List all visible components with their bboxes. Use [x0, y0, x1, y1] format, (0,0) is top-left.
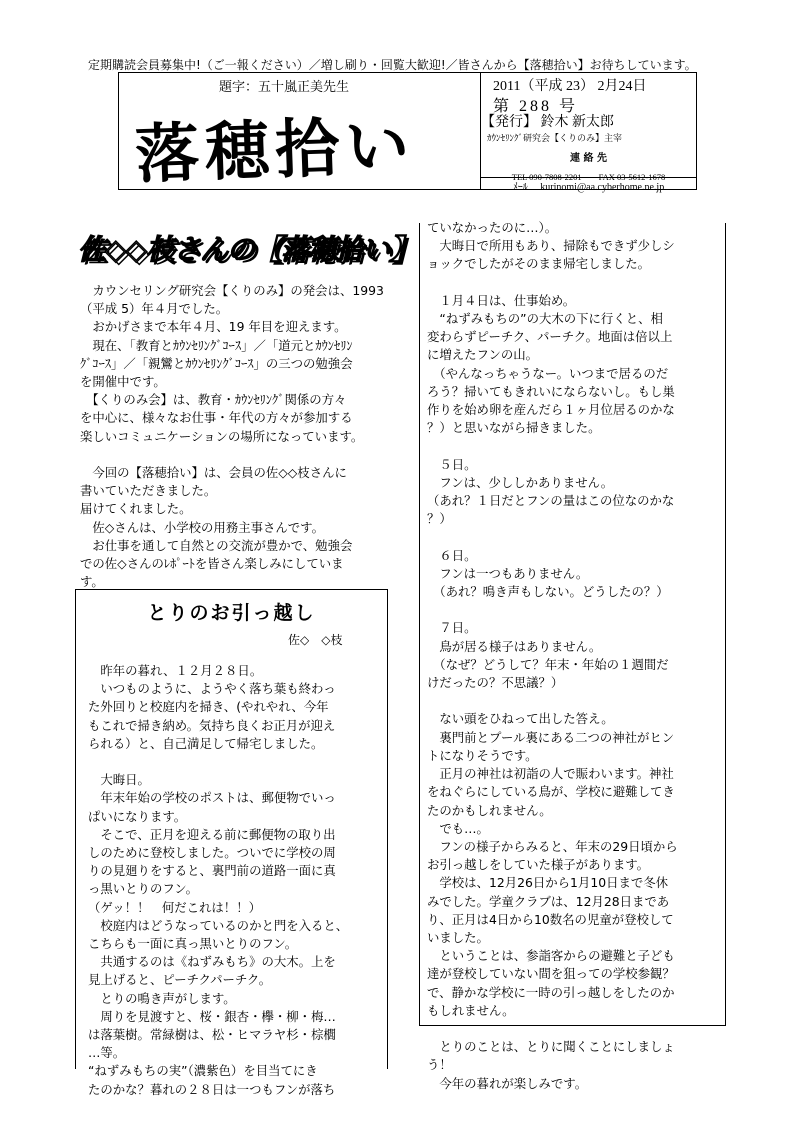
text-line: お仕事を通して自然との交流が豊かで、勉強会: [80, 537, 353, 553]
text-line: こちらも一面に真っ黒いとりのフン。: [88, 936, 298, 952]
issue-date: 2011（平成 23） 2月24日: [493, 79, 647, 94]
text-line: ろう？掃いてもきれいにならないし。もし巣: [427, 383, 675, 399]
text-line: みでした。学童クラブは、12月28日まであ: [427, 893, 670, 909]
newsletter-title: 落穂拾い: [133, 108, 417, 193]
text-line: しのために登校しました。ついでに学校の周: [88, 845, 336, 861]
text-line: もこれで掃き納め。気持ち良くお正月が迎え: [88, 717, 336, 733]
text-line: 【くりのみ会】は、教育・ｶｳﾝｾﾘﾝｸﾞ関係の方々: [80, 392, 347, 408]
text-line: [427, 274, 723, 292]
text-line: けだったの？不思議？）: [427, 675, 564, 691]
text-line: [427, 528, 723, 546]
story-title: とりのお引っ越し: [147, 602, 316, 624]
text-line: 達が登校していない間を狙っての学校参観？: [427, 966, 675, 982]
text-line: （やんなっちゃうなー。いつまで居るのだ: [427, 365, 669, 381]
publisher-organization: ｶｳﾝｾﾘﾝｸﾞ研究会【くりのみ】主宰: [487, 134, 623, 144]
text-line: 鳥が居る様子はありません。: [427, 638, 602, 654]
publisher: 【発行】 鈴木 新太郎: [481, 115, 614, 130]
text-line: フンは一つもありません。: [427, 565, 589, 581]
masthead-info-panel: [481, 73, 696, 193]
text-line: （あれ？１日だとフンの量はこの位なのかな: [427, 493, 675, 509]
text-line: とりのことは、とりに聞くことにしましょ: [427, 1039, 675, 1055]
calligraphy-credit: 題字：五十嵐正美先生: [219, 80, 350, 95]
text-line: に増えたフンの山。: [427, 347, 539, 363]
text-line: （平成 5）年４月でした。: [80, 301, 229, 317]
text-line: （あれ？鳴き声もしない。どうしたの？）: [427, 584, 669, 600]
text-line: ということは、参詣客からの避難と子ども: [427, 948, 675, 964]
text-line: お引っ越しをしていた様子があります。: [427, 857, 650, 873]
text-line: ｸﾞｺｰｽ」／「親鸞とｶｳﾝｾﾘﾝｸﾞｺｰｽ」の三つの勉強会: [80, 355, 353, 371]
text-line: 正月の神社は初詣の人で賑わいます。神社: [427, 766, 674, 782]
text-line: ５日。: [427, 456, 477, 472]
text-line: とりの鳴き声がします。: [88, 990, 236, 1006]
text-line: 学校は、12月26日から1月10日まで冬休: [427, 875, 669, 891]
text-line: での佐◇さんのﾚﾎﾟｰﾄを皆さん楽しみにしていま: [80, 556, 344, 572]
intro-text: [80, 282, 388, 591]
text-line: 今回の【落穂拾い】は、会員の佐◇◇枝さんに: [80, 465, 347, 481]
story-box: [75, 589, 388, 1097]
text-line: ぱいになります。: [88, 808, 187, 824]
text-line: 大晦日で所用もあり、掃除もできず少しシ: [427, 238, 675, 254]
story-text-left: [88, 662, 384, 1099]
text-line: 見上げると、ピーチクパーチク。: [88, 972, 272, 988]
text-line: を中心に、様々なお仕事・年代の方々が参加する: [80, 410, 353, 426]
text-line: いつものように、ようやく落ち葉も終わっ: [88, 681, 336, 697]
text-line: そこで、正月を迎える前に郵便物の取り出: [88, 826, 336, 842]
text-line: りの見廻りをすると、裏門前の道路一面に真: [88, 863, 336, 879]
text-line: ６日。: [427, 547, 477, 563]
text-line: カウンセリング研究会【くりのみ】の発会は、1993: [80, 283, 384, 298]
text-line: で、静かな学校に一時の引っ越しをしたのか: [427, 984, 675, 1000]
text-line: ７日。: [427, 620, 477, 636]
text-line: う！: [427, 1057, 452, 1073]
story-text-right: [427, 219, 723, 1093]
issue-number: 第 288 号: [493, 98, 579, 115]
story-author: 佐◇ ◇枝: [288, 633, 343, 647]
text-line: ていなかったのに…）。: [427, 220, 558, 235]
text-line: り、正月は4日から10数名の児童が登校して: [427, 911, 674, 927]
text-line: 裏門前とプール裏にある二つの神社がヒン: [427, 729, 675, 745]
text-line: たのかもしれません。: [427, 802, 552, 818]
text-line: …等。: [88, 1045, 126, 1061]
subscription-notice: 定期購読会員募集中!（ご一報ください）／増し刷り・回覧大歓迎!／皆さんから【落穂拾い】お待ちしています。: [88, 58, 697, 72]
text-line: 届けてくれました。: [80, 501, 192, 517]
text-line: [80, 446, 388, 464]
text-line: 作りを始め卵を産んだら１ヶ月位居るのかな: [427, 402, 675, 418]
contact-email: ﾒｰﾙ kurinomi@aa.cyberhome.ne.jp: [481, 177, 696, 190]
text-line: おかげさまで本年４月、19 年目を迎えます。: [80, 319, 347, 335]
text-line: を開催中です。: [80, 374, 166, 390]
text-line: 年末年始の学校のポストは、郵便物でいっ: [88, 790, 336, 806]
text-line: “ねずみもちの実”（濃紫色）を目当てにき: [88, 1063, 318, 1079]
text-line: す。: [80, 574, 104, 590]
text-line: [427, 437, 723, 455]
text-line: ョックでしたがそのまま帰宅しました。: [427, 256, 651, 272]
text-line: たのかな？暮れの２８日は一つもフンが落ち: [88, 1081, 336, 1097]
text-line: 昨年の暮れ、１２月２８日。: [88, 663, 263, 678]
text-line: 変わらずピーチク、パーチク。地面は倍以上: [427, 329, 673, 345]
text-line: [427, 601, 723, 619]
masthead: [118, 72, 697, 193]
text-line: をねぐらにしている鳥が、学校に避難してき: [427, 784, 675, 800]
text-line: ない頭をひねって出した答え。: [427, 711, 614, 727]
text-line: 書いていただきました。: [80, 483, 217, 499]
contact-phone-fax: TEL 090-7808-2201 FAX 03-5612-1678: [511, 172, 666, 182]
text-line: [427, 1020, 723, 1038]
text-line: トになりそうです。: [427, 747, 538, 763]
masthead-title-panel: [119, 73, 481, 193]
text-line: でも…。: [427, 820, 489, 836]
story-continuation-box: [419, 220, 726, 1091]
text-line: （ゲッ！！ 何だこれは！！）: [88, 899, 261, 915]
text-line: [88, 753, 384, 771]
text-line: ？）: [427, 511, 452, 527]
text-line: 大晦日。: [88, 772, 150, 788]
text-line: っ黒いとりのフン。: [88, 881, 199, 897]
text-line: 周りを見渡すと、桜・銀杏・欅・柳・梅…: [88, 1008, 336, 1024]
text-line: “ねずみもちの”の大木の下に行くと、相: [427, 311, 663, 327]
text-line: フンは、少ししかありません。: [427, 474, 614, 490]
text-line: １月４日は、仕事始め。: [427, 292, 576, 308]
text-line: 今年の暮れが楽しみです。: [427, 1075, 588, 1091]
text-line: [427, 692, 723, 710]
text-line: 校庭内はどうなっているのかと門を入ると、: [88, 917, 349, 933]
text-line: ？）と思いながら掃きました。: [427, 420, 601, 436]
contact-label: 連 絡 先: [570, 153, 607, 164]
text-line: は落葉樹。常緑樹は、松・ヒマラヤ杉・棕櫚: [88, 1027, 336, 1043]
text-line: られる）と、自己満足して帰宅しました。: [88, 735, 324, 751]
text-line: もしれません。: [427, 1002, 515, 1018]
text-line: いました。: [427, 929, 489, 945]
text-line: 佐◇さんは、小学校の用務主事さんです。: [80, 519, 324, 535]
text-line: フンの様子からみると、年末の29日頃から: [427, 838, 678, 854]
text-line: た外回りと校庭内を掃き、(やれやれ、今年: [88, 699, 329, 715]
text-line: 現在、「教育とｶｳﾝｾﾘﾝｸﾞｺｰｽ」／「道元とｶｳﾝｾﾘﾝ: [80, 337, 353, 353]
text-line: 楽しいコミュニケーションの場所になっています。: [80, 428, 364, 444]
text-line: 共通するのは《ねずみもち》の大木。上を: [88, 954, 336, 970]
text-line: （なぜ？どうして？年末・年始の１週間だ: [427, 656, 669, 672]
article-headline: 佐◇◇枝さんの【落穂拾い】: [78, 233, 417, 266]
